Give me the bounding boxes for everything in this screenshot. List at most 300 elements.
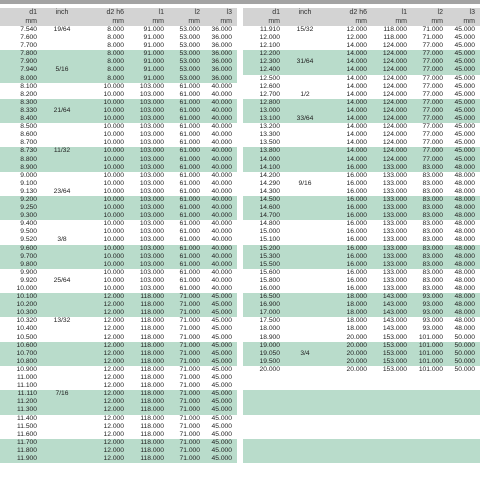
- table-row: [0, 220, 237, 228]
- cell-d1: 8.800: [20, 155, 37, 163]
- cell-d1: 15.300: [259, 252, 280, 260]
- cell-l2: 77.000: [422, 82, 443, 90]
- cell-l2: 61.000: [179, 179, 200, 187]
- cell-l3: 48.000: [454, 268, 475, 276]
- cell-d2: 12.000: [103, 382, 124, 390]
- cell-l1: 103.000: [139, 244, 164, 252]
- cell-l3: 45.000: [211, 309, 232, 317]
- header-l1-unit: mm: [152, 18, 164, 25]
- header-l3-unit: mm: [220, 18, 232, 25]
- cell-l1: 124.000: [382, 50, 407, 58]
- empty-row: [243, 382, 480, 390]
- empty-row: [243, 431, 480, 439]
- cell-d2: 16.000: [346, 268, 367, 276]
- cell-l2: 77.000: [422, 50, 443, 58]
- cell-l1: 133.000: [382, 171, 407, 179]
- cell-l2: 61.000: [179, 195, 200, 203]
- cell-d1: 13.000: [259, 106, 280, 114]
- cell-l3: 45.000: [211, 349, 232, 357]
- cell-l3: 48.000: [454, 293, 475, 301]
- cell-d1: 7.940: [20, 66, 37, 74]
- header-l1-unit: mm: [395, 18, 407, 25]
- top-bar: [0, 0, 480, 4]
- cell-l1: 91.000: [143, 50, 164, 58]
- cell-l1: 124.000: [382, 74, 407, 82]
- cell-l3: 40.000: [211, 98, 232, 106]
- cell-d1: 8.000: [20, 74, 37, 82]
- cell-l2: 61.000: [179, 155, 200, 163]
- cell-l2: 77.000: [422, 131, 443, 139]
- cell-l2: 71.000: [179, 301, 200, 309]
- cell-l3: 40.000: [211, 82, 232, 90]
- cell-inch: 19/64: [53, 26, 71, 33]
- cell-l1: 143.000: [382, 325, 407, 333]
- cell-d1: 8.100: [20, 82, 37, 90]
- table-row: [0, 42, 237, 50]
- cell-l3: 40.000: [211, 155, 232, 163]
- cell-d2: 20.000: [346, 341, 367, 349]
- cell-d1: 13.800: [259, 147, 280, 155]
- cell-l3: 45.000: [211, 301, 232, 309]
- table-row: [243, 342, 480, 350]
- cell-d1: 8.730: [20, 147, 37, 155]
- cell-l1: 103.000: [139, 155, 164, 163]
- cell-l2: 61.000: [179, 268, 200, 276]
- cell-l3: 40.000: [211, 171, 232, 179]
- cell-l2: 61.000: [179, 276, 200, 284]
- cell-l1: 118.000: [140, 422, 164, 430]
- cell-l3: 45.000: [454, 139, 475, 147]
- cell-d1: 10.100: [16, 293, 37, 301]
- cell-l3: 45.000: [211, 430, 232, 438]
- cell-l2: 61.000: [179, 147, 200, 155]
- header-d2-unit: mm: [355, 18, 367, 25]
- table-row: [0, 350, 237, 358]
- cell-d1: 15.100: [259, 236, 280, 244]
- cell-l1: 133.000: [382, 179, 407, 187]
- cell-d2: 12.000: [103, 446, 124, 454]
- header-inch: inch: [298, 9, 312, 16]
- cell-l1: 124.000: [382, 98, 407, 106]
- header-l2: l2: [194, 9, 200, 16]
- cell-d1: 9.600: [20, 244, 37, 252]
- table-row: [0, 26, 237, 34]
- cell-d1: 10.000: [16, 285, 37, 292]
- header-d2: d2 h6: [349, 9, 367, 16]
- table-row: [243, 147, 480, 155]
- cell-l3: 48.000: [454, 309, 475, 317]
- cell-d2: 12.000: [103, 333, 124, 341]
- left-table-body: [0, 26, 237, 463]
- cell-l3: 50.000: [454, 365, 475, 373]
- right-table: [243, 8, 480, 463]
- cell-l1: 91.000: [143, 42, 164, 50]
- cell-d1: 11.300: [17, 406, 37, 414]
- cell-l2: 71.000: [179, 374, 200, 382]
- cell-d2: 10.000: [103, 204, 124, 212]
- cell-d1: 15.600: [259, 268, 280, 276]
- table-row: [0, 358, 237, 366]
- cell-l1: 118.000: [383, 26, 407, 33]
- header-d2-unit: mm: [112, 18, 124, 25]
- table-row: [0, 83, 237, 91]
- cell-d2: 18.000: [346, 309, 367, 317]
- empty-row: [243, 455, 480, 463]
- cell-l3: 45.000: [211, 374, 232, 382]
- cell-l1: 118.000: [140, 333, 164, 341]
- cell-l1: 124.000: [382, 58, 407, 66]
- cell-l1: 124.000: [382, 155, 407, 163]
- cell-l1: 124.000: [382, 131, 407, 139]
- cell-d2: 10.000: [103, 268, 124, 276]
- cell-d1: 15.800: [259, 276, 280, 284]
- cell-l2: 61.000: [179, 260, 200, 268]
- cell-l3: 48.000: [454, 244, 475, 252]
- empty-row: [243, 406, 480, 414]
- cell-d1: 12.700: [259, 90, 280, 98]
- cell-l1: 103.000: [139, 139, 164, 147]
- cell-l2: 61.000: [179, 187, 200, 195]
- cell-l2: 93.000: [422, 309, 443, 317]
- cell-l3: 40.000: [211, 268, 232, 276]
- cell-l2: 61.000: [179, 204, 200, 212]
- cell-l1: 91.000: [143, 34, 164, 42]
- cell-l2: 83.000: [422, 187, 443, 195]
- cell-l3: 48.000: [454, 163, 475, 171]
- cell-d2: 18.000: [346, 293, 367, 301]
- cell-l1: 118.000: [140, 365, 164, 373]
- cell-l3: 45.000: [454, 115, 475, 123]
- cell-l1: 118.000: [140, 398, 164, 406]
- cell-d1: 10.900: [16, 365, 37, 373]
- cell-d2: 12.000: [103, 422, 124, 430]
- cell-l2: 101.000: [418, 357, 443, 365]
- cell-d2: 14.000: [346, 58, 367, 66]
- cell-d2: 10.000: [103, 171, 124, 179]
- cell-d2: 12.000: [103, 357, 124, 365]
- table-row: [0, 447, 237, 455]
- cell-d2: 10.000: [103, 82, 124, 90]
- table-row: [243, 180, 480, 188]
- table-row: [243, 58, 480, 66]
- cell-l1: 133.000: [382, 268, 407, 276]
- cell-d2: 18.000: [346, 325, 367, 333]
- cell-d2: 10.000: [103, 131, 124, 139]
- cell-l2: 83.000: [422, 179, 443, 187]
- header-l3-unit: mm: [463, 18, 475, 25]
- cell-d1: 11.900: [17, 454, 37, 462]
- cell-l2: 83.000: [422, 252, 443, 260]
- cell-l1: 103.000: [139, 163, 164, 171]
- cell-d1: 13.200: [259, 123, 280, 131]
- cell-d1: 9.000: [20, 171, 37, 179]
- cell-l1: 103.000: [139, 228, 164, 236]
- cell-d2: 10.000: [103, 179, 124, 187]
- cell-d2: 10.000: [103, 115, 124, 123]
- table-row: [0, 423, 237, 431]
- cell-l1: 118.000: [140, 309, 164, 317]
- cell-l2: 77.000: [422, 123, 443, 131]
- cell-d1: 14.100: [259, 163, 280, 171]
- cell-d2: 14.000: [346, 155, 367, 163]
- cell-l2: 71.000: [179, 390, 200, 398]
- header-d1-unit: mm: [25, 18, 37, 25]
- cell-l2: 53.000: [179, 58, 200, 66]
- cell-l2: 71.000: [179, 430, 200, 438]
- cell-d2: 20.000: [346, 349, 367, 357]
- cell-d1: 13.100: [259, 115, 280, 123]
- table-row: [0, 131, 237, 139]
- cell-l2: 71.000: [179, 382, 200, 390]
- cell-d2: 12.000: [103, 309, 124, 317]
- cell-l3: 40.000: [211, 179, 232, 187]
- cell-l2: 61.000: [179, 115, 200, 123]
- cell-l2: 71.000: [179, 357, 200, 365]
- empty-row: [243, 374, 480, 382]
- cell-inch: 1/2: [300, 90, 310, 98]
- cell-l2: 77.000: [422, 139, 443, 147]
- cell-l1: 118.000: [140, 349, 164, 357]
- cell-d2: 12.000: [103, 325, 124, 333]
- cell-d1: 9.520: [20, 236, 37, 244]
- empty-row: [243, 415, 480, 423]
- empty-row: [243, 439, 480, 447]
- table-row: [243, 317, 480, 325]
- cell-d2: 12.000: [103, 293, 124, 301]
- cell-d2: 16.000: [346, 204, 367, 212]
- cell-d1: 9.400: [20, 220, 37, 228]
- table-row: [0, 439, 237, 447]
- cell-d2: 14.000: [346, 74, 367, 82]
- cell-l1: 118.000: [140, 430, 164, 438]
- cell-l1: 124.000: [382, 147, 407, 155]
- cell-l1: 124.000: [382, 139, 407, 147]
- cell-l2: 61.000: [179, 212, 200, 220]
- table-row: [0, 50, 237, 58]
- cell-inch: 13/32: [53, 317, 71, 325]
- cell-d1: 15.200: [259, 244, 280, 252]
- cell-l1: 133.000: [382, 228, 407, 236]
- cell-l2: 53.000: [179, 42, 200, 50]
- cell-l3: 45.000: [454, 74, 475, 82]
- cell-l3: 45.000: [211, 365, 232, 373]
- cell-d2: 10.000: [103, 252, 124, 260]
- empty-row: [243, 423, 480, 431]
- cell-inch: 25/64: [53, 276, 71, 284]
- cell-d1: 8.500: [20, 123, 37, 131]
- cell-l1: 103.000: [139, 236, 164, 244]
- cell-d1: 15.500: [259, 260, 280, 268]
- cell-l1: 133.000: [382, 195, 407, 203]
- table-row: [243, 236, 480, 244]
- table-row: [0, 374, 237, 382]
- table-row: [0, 325, 237, 333]
- table-row: [243, 309, 480, 317]
- cell-l1: 103.000: [139, 131, 164, 139]
- cell-d1: 16.500: [259, 293, 280, 301]
- header-l1: l1: [401, 9, 407, 16]
- cell-l1: 133.000: [382, 285, 407, 292]
- cell-l2: 71.000: [179, 454, 200, 462]
- cell-l1: 143.000: [382, 301, 407, 309]
- cell-l3: 40.000: [211, 106, 232, 114]
- cell-d1: 14.700: [259, 212, 280, 220]
- cell-l2: 71.000: [179, 349, 200, 357]
- cell-d2: 16.000: [346, 285, 367, 292]
- cell-l2: 61.000: [179, 163, 200, 171]
- cell-l2: 61.000: [179, 106, 200, 114]
- cell-l2: 83.000: [422, 163, 443, 171]
- cell-l2: 77.000: [422, 66, 443, 74]
- cell-d2: 12.000: [103, 365, 124, 373]
- cell-d2: 12.000: [103, 438, 124, 446]
- cell-l3: 45.000: [211, 454, 232, 462]
- cell-d1: 12.100: [259, 42, 280, 50]
- table-row: [0, 115, 237, 123]
- cell-l2: 83.000: [422, 268, 443, 276]
- cell-d1: 9.700: [20, 252, 37, 260]
- cell-l2: 71.000: [179, 406, 200, 414]
- cell-d2: 16.000: [346, 187, 367, 195]
- cell-d1: 20.000: [259, 365, 280, 373]
- cell-d1: 16.900: [259, 301, 280, 309]
- cell-l1: 133.000: [382, 212, 407, 220]
- cell-l1: 118.000: [140, 446, 164, 454]
- table-row: [0, 253, 237, 261]
- cell-l2: 77.000: [422, 58, 443, 66]
- cell-l1: 103.000: [139, 268, 164, 276]
- cell-d2: 10.000: [103, 260, 124, 268]
- cell-l2: 53.000: [179, 66, 200, 74]
- cell-l2: 77.000: [422, 90, 443, 98]
- cell-l2: 71.000: [179, 309, 200, 317]
- table-row: [0, 390, 237, 398]
- cell-d2: 8.000: [107, 42, 124, 50]
- cell-l1: 143.000: [382, 309, 407, 317]
- cell-l3: 48.000: [454, 171, 475, 179]
- table-row: [0, 147, 237, 155]
- cell-d2: 12.000: [103, 374, 124, 382]
- header-d1: d1: [272, 9, 280, 16]
- header-l3: l3: [226, 9, 232, 16]
- header-inch: inch: [55, 9, 69, 16]
- cell-l2: 83.000: [422, 212, 443, 220]
- cell-d2: 20.000: [346, 333, 367, 341]
- cell-l1: 118.000: [140, 293, 164, 301]
- table-row: [0, 293, 237, 301]
- cell-l1: 118.000: [140, 414, 164, 422]
- cell-l3: 40.000: [211, 236, 232, 244]
- table-row: [243, 50, 480, 58]
- cell-l1: 133.000: [382, 204, 407, 212]
- cell-l1: 118.000: [140, 406, 164, 414]
- cell-d1: 9.900: [20, 268, 37, 276]
- cell-l2: 83.000: [422, 204, 443, 212]
- cell-d2: 14.000: [346, 115, 367, 123]
- cell-d1: 9.100: [20, 179, 37, 187]
- cell-d2: 16.000: [346, 179, 367, 187]
- cell-l2: 71.000: [179, 414, 200, 422]
- cell-l1: 91.000: [143, 26, 164, 33]
- cell-l2: 71.000: [422, 26, 443, 33]
- cell-l3: 45.000: [454, 123, 475, 131]
- cell-d1: 11.800: [17, 446, 37, 454]
- table-row: [243, 334, 480, 342]
- cell-l3: 40.000: [211, 115, 232, 123]
- cell-d2: 12.000: [103, 430, 124, 438]
- cell-l3: 40.000: [211, 204, 232, 212]
- cell-l1: 124.000: [382, 123, 407, 131]
- cell-d1: 10.400: [16, 325, 37, 333]
- table-row: [243, 34, 480, 42]
- cell-l1: 91.000: [143, 58, 164, 66]
- table-row: [243, 139, 480, 147]
- cell-l3: 40.000: [211, 131, 232, 139]
- cell-l1: 153.000: [382, 341, 407, 349]
- cell-l2: 61.000: [179, 220, 200, 228]
- cell-d1: 11.600: [17, 430, 37, 438]
- cell-d2: 12.000: [103, 349, 124, 357]
- cell-d2: 16.000: [346, 212, 367, 220]
- cell-l2: 83.000: [422, 260, 443, 268]
- cell-d1: 12.000: [259, 34, 280, 42]
- header-l2: l2: [437, 9, 443, 16]
- cell-l3: 40.000: [211, 187, 232, 195]
- cell-d1: 10.300: [16, 309, 37, 317]
- table-row: [243, 196, 480, 204]
- cell-l3: 40.000: [211, 212, 232, 220]
- cell-l1: 103.000: [139, 195, 164, 203]
- table-row: [243, 107, 480, 115]
- table-row: [243, 83, 480, 91]
- cell-l3: 45.000: [211, 398, 232, 406]
- cell-l3: 36.000: [211, 58, 232, 66]
- cell-l2: 61.000: [179, 228, 200, 236]
- cell-l2: 61.000: [179, 139, 200, 147]
- table-row: [0, 261, 237, 269]
- cell-l2: 53.000: [179, 74, 200, 82]
- table-row: [243, 261, 480, 269]
- table-row: [0, 382, 237, 390]
- cell-l3: 45.000: [454, 147, 475, 155]
- cell-l3: 36.000: [211, 42, 232, 50]
- cell-l3: 48.000: [454, 252, 475, 260]
- cell-l1: 103.000: [139, 90, 164, 98]
- cell-l3: 45.000: [454, 90, 475, 98]
- cell-d1: 11.910: [260, 26, 280, 33]
- cell-d1: 9.300: [20, 212, 37, 220]
- cell-l2: 71.000: [179, 398, 200, 406]
- cell-l2: 71.000: [179, 317, 200, 325]
- cell-d1: 11.000: [17, 374, 37, 382]
- empty-row: [243, 447, 480, 455]
- cell-d1: 11.200: [17, 398, 37, 406]
- table-row: [243, 293, 480, 301]
- cell-l1: 124.000: [382, 115, 407, 123]
- cell-d2: 12.000: [346, 26, 367, 33]
- cell-l3: 48.000: [454, 317, 475, 325]
- cell-d1: 10.700: [16, 349, 37, 357]
- cell-d1: 14.000: [259, 155, 280, 163]
- cell-l2: 101.000: [418, 349, 443, 357]
- cell-d2: 18.000: [346, 317, 367, 325]
- table-row: [243, 156, 480, 164]
- cell-inch: 3/8: [57, 236, 67, 244]
- table-row: [0, 342, 237, 350]
- cell-l2: 71.000: [179, 325, 200, 333]
- cell-l1: 103.000: [139, 115, 164, 123]
- cell-l1: 103.000: [139, 276, 164, 284]
